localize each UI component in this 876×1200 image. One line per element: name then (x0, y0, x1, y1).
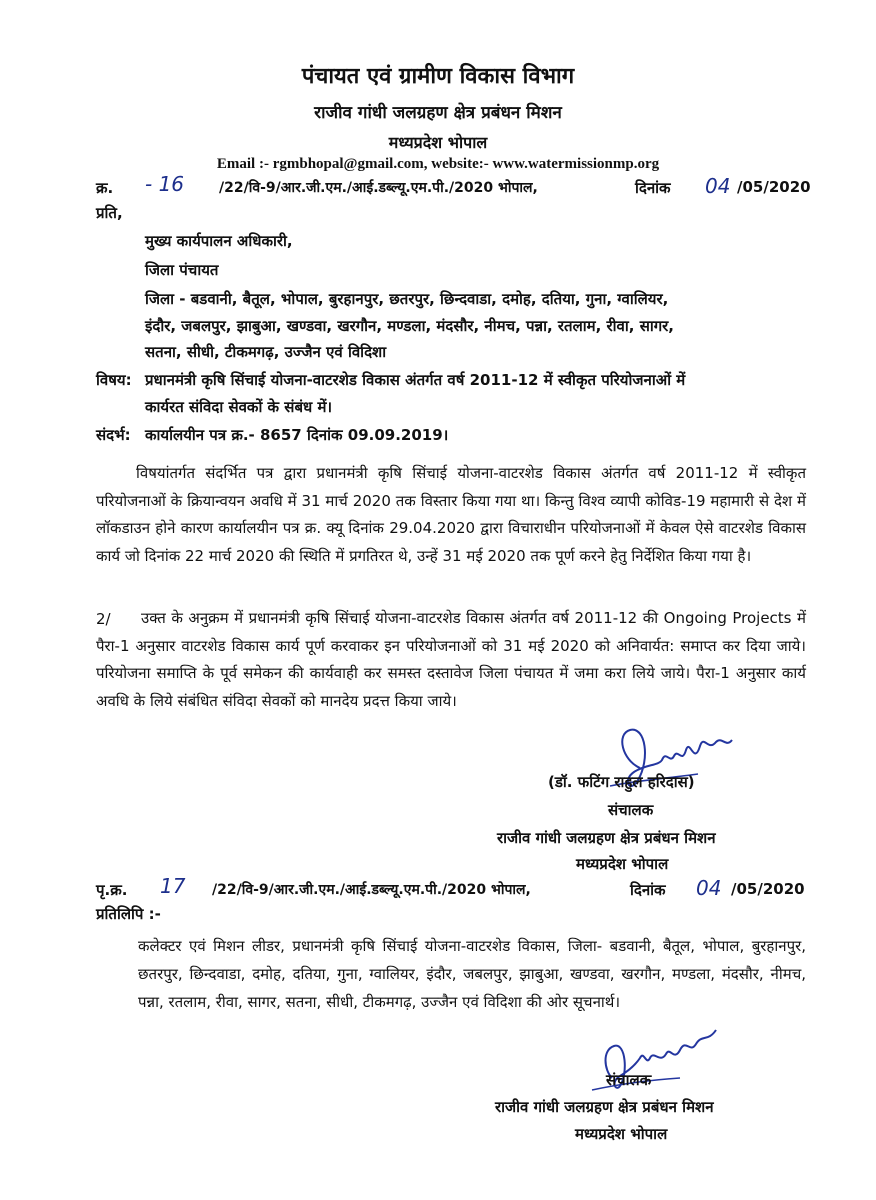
copy-date-suffix: /05/2020 (731, 880, 805, 898)
district-list-line-1: जिला - बडवानी, बैतूल, भोपाल, बुरहानपुर, छतरपुर, छिन्दवाडा, दमोह, दतिया, गुना, ग्वालियर, (145, 290, 669, 308)
copy-number-handwritten: 17 (160, 874, 186, 898)
copy-date-label: दिनांक (630, 881, 666, 899)
letter-number-handwritten: - 16 (145, 172, 185, 196)
signatory-organisation: राजीव गांधी जलग्रहण क्षेत्र प्रबंधन मिशन (497, 829, 716, 847)
letter-number-label: क्र. (96, 179, 114, 197)
recipient-designation: मुख्य कार्यपालन अधिकारी, (145, 232, 293, 250)
signatory-title: संचालक (608, 801, 654, 819)
city-heading: मध्यप्रदेश भोपाल (388, 133, 488, 152)
district-list-line-2: इंदौर, जबलपुर, झाबुआ, खण्डवा, खरगौन, मण्डला, मंदसौर, नीमच, पन्ना, रतलाम, रीवा, सागर, (145, 317, 675, 335)
copy-number-label: पृ.क्र. (96, 881, 128, 899)
paragraph-2: उक्त के अनुक्रम में प्रधानमंत्री कृषि सिंचाई योजना-वाटरशेड विकास अंतर्गत वर्ष 2011-12 की Ongoing Projects में पैरा-1 अनुसार वाटरशेड विकास कार्य पूर्ण करवाकर इन परियोजनाओं को 31 मई 2020 को अनिवार्यत: समाप्त कर दिया जाये। परियोजना समाप्ति के पूर्व समेकन की कार्यवाही कर समस्त दस्तावेज जिला पंचायत में जमा करा लिये जाये। पैरा-1 अनुसार कार्य अवधि के लिये संबंधित संविदा सेवकों को मानदेय प्रदत्त किया जाये। (96, 609, 806, 710)
paragraph-2-number: 2/ (96, 610, 111, 628)
date-label: दिनांक (635, 179, 671, 197)
letter-reference-line: /22/वि-9/आर.जी.एम./आई.डब्ल्यू.एम.पी./2020 भोपाल, (219, 180, 538, 196)
copy-recipients: कलेक्टर एवं मिशन लीडर, प्रधानमंत्री कृषि सिंचाई योजना-वाटरशेड विकास, जिला- बडवानी, बैतूल, भोपाल, बुरहानपुर, छतरपुर, छिन्दवाडा, दमोह, दतिया, गुना, ग्वालियर, इंदौर, जबलपुर, झाबुआ, खण्डवा, खरगौन, मण्डला, मंदसौर, नीमच, पन्ना, रतलाम, रीवा, सागर, सतना, सीधी, टीकमगढ़, उज्जैन एवं विदिशा की ओर सूचनार्थ। (138, 937, 806, 1011)
copy-reference-line: /22/वि-9/आर.जी.एम./आई.डब्ल्यू.एम.पी./2020 भोपाल, (212, 882, 531, 898)
paragraph-1: विषयांतर्गत संदर्भित पत्र द्वारा प्रधानमंत्री कृषि सिंचाई योजना-वाटरशेड विकास अंतर्गत वर्ष 2011-12 में स्वीकृत परियोजनाओं के क्रियान्वयन अवधि में 31 मार्च 2020 तक विस्तार किया गया था। किन्तु विश्व व्यापी कोविड-19 महामारी से देश में लॉकडाउन होने कारण कार्यालयीन पत्र क्र. क्यू दिनांक 29.04.2020 द्वारा विचाराधीन परियोजनाओं में केवल ऐसे वाटरशेड विकास कार्य जो दिनांक 22 मार्च 2020 की स्थिति में प्रगतिरत थे, उन्हें 31 मई 2020 तक पूर्ण करने हेतु निर्देशित किया गया है। (96, 464, 806, 565)
date-handwritten: 04 (705, 174, 731, 198)
subject-label: विषय: (96, 371, 132, 389)
copy-date-handwritten: 04 (696, 876, 722, 900)
subject-line-2: कार्यरत संविदा सेवकों के संबंध में। (145, 398, 333, 416)
subject-line-1: प्रधानमंत्री कृषि सिंचाई योजना-वाटरशेड विकास अंतर्गत वर्ष 2011-12 में स्वीकृत परियोजनाओं में (145, 371, 686, 389)
district-list-line-3: सतना, सीधी, टीकमगढ़, उज्जैन एवं विदिशा (145, 343, 387, 361)
recipient-office: जिला पंचायत (145, 261, 219, 279)
copy-signatory-organisation: राजीव गांधी जलग्रहण क्षेत्र प्रबंधन मिशन (495, 1098, 714, 1116)
to-label: प्रति, (96, 204, 123, 222)
date-suffix: /05/2020 (737, 178, 811, 196)
reference-label: संदर्भ: (96, 426, 131, 444)
copy-signatory-title: संचालक (606, 1071, 652, 1089)
reference-text: कार्यालयीन पत्र क्र.- 8657 दिनांक 09.09.2019। (145, 426, 449, 444)
department-heading: पंचायत एवं ग्रामीण विकास विभाग (301, 64, 575, 89)
contact-line: Email :- rgmbhopal@gmail.com, website:- www.watermissionmp.org (216, 156, 660, 172)
copy-label: प्रतिलिपि :- (96, 905, 161, 923)
signatory-name: (डॉ. फटिंग राहुल हरिदास) (548, 773, 695, 791)
signatory-city: मध्यप्रदेश भोपाल (576, 855, 669, 873)
mission-heading: राजीव गांधी जलग्रहण क्षेत्र प्रबंधन मिशन (314, 103, 562, 123)
copy-signatory-city: मध्यप्रदेश भोपाल (575, 1125, 668, 1143)
director-signature (600, 720, 750, 810)
